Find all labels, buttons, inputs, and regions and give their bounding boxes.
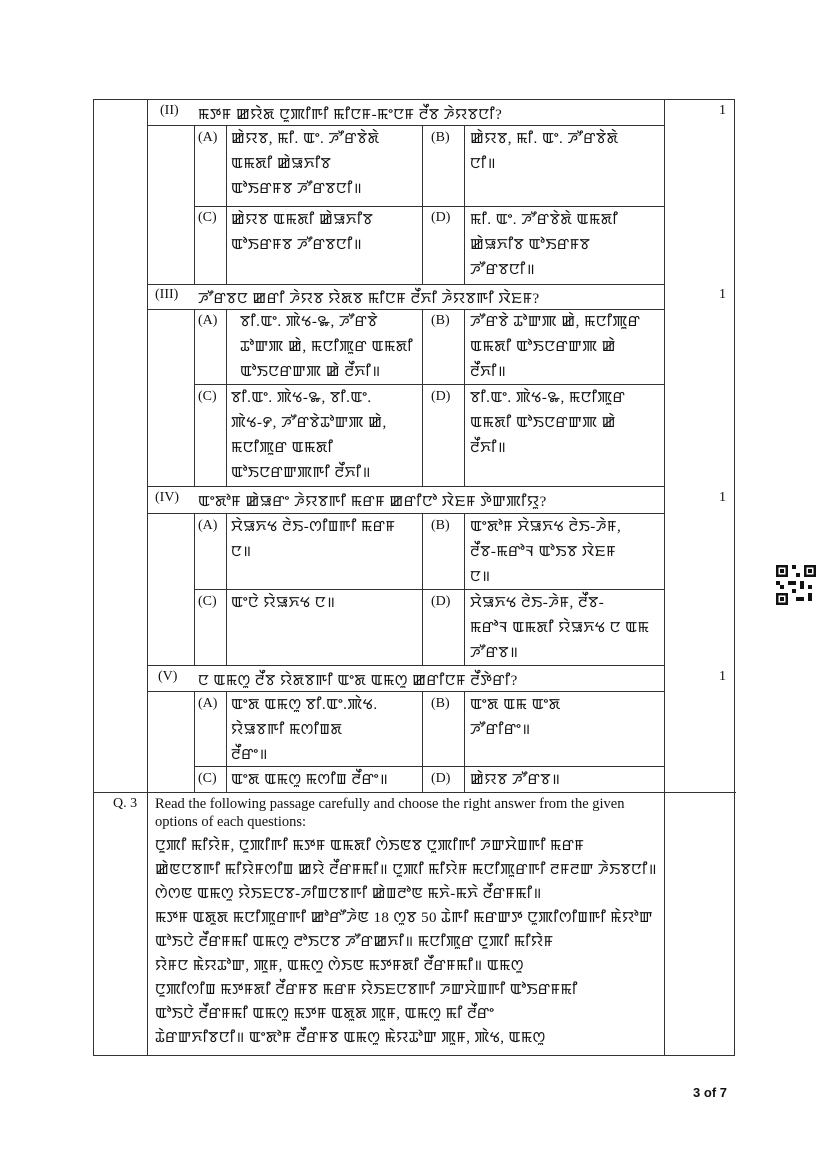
column-divider — [194, 691, 195, 792]
option-text: ꯀꯥꯌꯕ, ꯃꯤ. ꯑꯦ. ꯍꯧꯔꯕꯥꯗꯥ ꯑꯃꯗꯤ ꯀꯥꯎꯈꯤꯕ ꯑꯣꯏꯔꯝꯕ ꯍꯧꯔꯕꯅꯤ॥ — [231, 131, 380, 197]
column-divider — [194, 125, 195, 284]
column-divider — [194, 309, 195, 486]
question-stem: ꯅ ꯑꯃꯁꯨ ꯂꯩꯕ ꯌꯥꯗꯕꯒꯤ ꯑꯦꯗ ꯑꯃꯁꯨ ꯀꯔꯤꯅꯝ ꯂꯩꯇꯥꯔꯤ? — [198, 673, 518, 689]
column-divider — [664, 100, 665, 1055]
reading-passage: ꯅꯨꯄꯤ ꯃꯤꯌꯥꯝ, ꯅꯨꯄꯤꯒꯤ ꯃꯇꯝ ꯑꯃꯗꯤ ꯁꯥꯏꯟꯕ ꯅꯨꯄꯤꯒꯤ ꯍꯛꯆꯥꯡꯒꯤ ꯃꯔꯝ ꯀꯥꯟꯅꯕꯒꯤ ꯃꯤꯌꯥꯝꯁꯤꯡ ꯀꯌꯥ ꯂꯩꯔꯝꯃꯤ॥ ꯅꯨꯄꯤ ꯃꯤꯌꯥꯝ ꯃꯅꯤꯄꯨꯔꯒꯤ ꯂꯝꯂꯛ ꯍꯥꯏꯕꯅꯤ॥ ꯁꯥꯁꯟ ꯑꯃꯁꯨ ꯌꯥꯏꯐꯅꯕ-ꯍꯤꯡꯅꯕꯒꯤ ꯀꯥꯡꯂꯣꯟ ꯃꯈꯥ-ꯃꯈꯥ ꯂꯩꯔꯝꯃꯤ॥ ꯃꯇꯝ ꯑꯗꯨꯗ ꯃꯅꯤꯄꯨꯔꯒꯤ ꯀꯣꯔꯧꯍꯥꯟ 18 ꯁꯨꯕ 50 ꯊꯥꯒꯤ ꯃꯔꯛꯇ ꯅꯨꯄꯤꯁꯤꯡꯒꯤ ꯃꯥꯌꯣꯛ ꯑꯣꯏꯅꯥ ꯂꯩꯔꯝꯃꯤ ꯑꯃꯁꯨ ꯂꯣꯏꯅꯕ ꯍꯧꯔꯀꯈꯤ॥ ꯃꯅꯤꯄꯨꯔ ꯅꯨꯄꯤ ꯃꯤꯌꯥꯝ ꯌꯥꯝꯅ ꯃꯥꯌꯊꯣꯛ, ꯄꯨꯝ, ꯑꯃꯁꯨ ꯁꯥꯏꯟ ꯃꯇꯝꯗꯤ ꯂꯩꯔꯝꯃꯤ॥ ꯑꯃꯁꯨ ꯅꯨꯄꯤꯁꯤꯡ ꯃꯇꯝꯗꯤ ꯂꯩꯔꯝꯕ ꯃꯔꯝ ꯌꯥꯏꯐꯅꯕꯒꯤ ꯍꯛꯆꯥꯡꯒꯤ ꯑꯣꯏꯔꯝꯃꯤ ꯑꯣꯏꯅꯥ ꯂꯩꯔꯝꯃꯤ ꯑꯃꯁꯨ ꯃꯇꯝ ꯑꯗꯨꯗ ꯄꯨꯝ, ꯑꯃꯁꯨ ꯃꯤ ꯂꯩꯔꯦ ꯊꯥꯔꯛꯈꯤꯕꯅꯤ॥ ꯑꯦꯗꯣꯝ ꯂꯩꯔꯝꯕ ꯑꯃꯁꯨ ꯃꯥꯌꯊꯣꯛ ꯄꯨꯝ, ꯄꯥꯠ, ꯑꯃꯁꯨ — [155, 838, 658, 1046]
question-mark: 1 — [719, 103, 726, 118]
row-divider — [147, 486, 664, 487]
option-text: ꯀꯥꯌꯕ ꯍꯧꯔꯕ॥ — [470, 772, 561, 788]
option-text: ꯑꯦꯗꯣꯝ ꯆꯥꯎꯈꯠ ꯂꯥꯏ-ꯍꯥꯝ, ꯂꯩꯕ-ꯃꯔꯣꯜ ꯑꯣꯏꯕ ꯋꯥꯐꯝ ꯅ॥ — [470, 519, 622, 585]
option-label: (D) — [431, 594, 451, 609]
option-text: ꯑꯦꯗ ꯑꯃꯁꯨ ꯃꯁꯤꯡ ꯂꯩꯔꯦ॥ — [231, 772, 389, 788]
option-text: ꯀꯥꯌꯕ, ꯃꯤ. ꯑꯦ. ꯍꯧꯔꯕꯥꯗꯥ ꯅꯤ॥ — [470, 131, 619, 172]
option-label: (B) — [431, 130, 450, 145]
option-label: (C) — [198, 594, 217, 609]
option-label: (C) — [198, 210, 217, 225]
option-text: ꯑꯦꯗ ꯑꯃ ꯑꯦꯗ ꯍꯧꯔꯤꯔꯦ॥ — [470, 697, 561, 738]
question-table — [93, 99, 735, 1056]
row-divider — [147, 513, 664, 514]
column-divider — [464, 691, 465, 792]
column-divider — [226, 309, 227, 486]
option-text: ꯍꯧꯔꯕꯥ ꯊꯣꯛꯄ ꯀꯥ, ꯃꯅꯤꯄꯨꯔ ꯑꯃꯗꯤ ꯑꯣꯏꯅꯔꯛꯄ ꯀꯥ ꯂꯩꯈꯤ॥ — [470, 314, 641, 380]
question-number: (II) — [160, 103, 179, 118]
question-stem: ꯍꯧꯔꯕꯅ ꯀꯔꯤ ꯍꯥꯌꯕ ꯌꯥꯗꯕ ꯃꯤꯅꯝ ꯂꯩꯈꯤ ꯍꯥꯌꯕꯒꯤ ꯋꯥꯐꯝ? — [198, 291, 540, 307]
column-divider — [147, 100, 148, 1055]
option-text: ꯕꯤ.ꯑꯦ. ꯄꯥꯠ-꯳, ꯃꯅꯤꯄꯨꯔ ꯑꯃꯗꯤ ꯑꯣꯏꯅꯔꯛꯄ ꯀꯥ ꯂꯩꯈꯤ॥ — [470, 390, 626, 456]
question-stem: ꯃꯇꯝ ꯀꯌꯥꯗ ꯅꯨꯄꯤꯒꯤ ꯃꯤꯅꯝ-ꯃꯦꯅꯝ ꯂꯩꯕ ꯍꯥꯌꯕꯅꯤ? — [198, 107, 503, 123]
qr-code-icon — [776, 565, 816, 605]
option-text: ꯕꯤ.ꯑꯦ. ꯄꯥꯠ-꯳, ꯍꯧꯔꯕꯥ ꯊꯣꯛꯄ ꯀꯥ, ꯃꯅꯤꯄꯨꯔ ꯑꯃꯗꯤ ꯑꯣꯏꯅꯔꯛꯄ ꯀꯥ ꯂꯩꯈꯤ॥ — [240, 314, 414, 380]
option-text: ꯆꯥꯎꯈꯠ ꯂꯥꯏ-ꯁꯤꯡꯒꯤ ꯃꯔꯝ ꯅ॥ — [231, 519, 396, 560]
option-label: (A) — [198, 696, 218, 711]
column-divider — [422, 513, 423, 665]
column-divider — [422, 309, 423, 486]
option-text: ꯑꯦꯗ ꯑꯃꯁꯨ ꯕꯤ.ꯑꯦ.ꯄꯥꯠ. ꯌꯥꯎꯕꯒꯤ ꯃꯁꯤꯡꯗ ꯂꯩꯔꯦ॥ — [231, 697, 378, 763]
column-divider — [464, 125, 465, 284]
question-number: Q. 3 — [113, 796, 138, 811]
question-mark: 1 — [719, 490, 726, 505]
column-divider — [226, 513, 227, 665]
column-divider — [464, 309, 465, 486]
option-text: ꯕꯤ.ꯑꯦ. ꯄꯥꯠ-꯳, ꯕꯤ.ꯑꯦ. ꯄꯥꯠ-꯸, ꯍꯧꯔꯕꯥꯊꯣꯛꯄ ꯀꯥ, ꯃꯅꯤꯄꯨꯔ ꯑꯃꯗꯤ ꯑꯣꯏꯅꯔꯛꯄꯒꯤ ꯂꯩꯈꯤ॥ — [231, 390, 387, 481]
option-label: (C) — [198, 389, 217, 404]
option-label: (D) — [431, 389, 451, 404]
page-number: 3 of 7 — [693, 1085, 727, 1100]
question-stem: ꯑꯦꯗꯣꯝ ꯀꯥꯎꯔꯦ ꯍꯥꯌꯕꯒꯤ ꯃꯔꯝ ꯀꯔꯤꯅꯣ ꯋꯥꯐꯝ ꯇꯥꯛꯄꯤꯌꯨ? — [198, 494, 547, 510]
row-divider — [147, 691, 664, 692]
column-divider — [422, 125, 423, 284]
question-mark: 1 — [719, 669, 726, 684]
option-label: (B) — [431, 696, 450, 711]
row-divider — [147, 284, 664, 285]
option-text: ꯆꯥꯎꯈꯠ ꯂꯥꯏ-ꯍꯥꯝ, ꯂꯩꯕ- ꯃꯔꯣꯜ ꯑꯃꯗꯤ ꯌꯥꯎꯈꯠ ꯅ ꯑꯃ ꯍꯧꯔꯕ॥ — [470, 595, 650, 661]
option-label: (B) — [431, 518, 450, 533]
column-divider — [194, 513, 195, 665]
column-divider — [422, 691, 423, 792]
column-divider — [226, 125, 227, 284]
option-text: ꯀꯥꯌꯕ ꯑꯃꯗꯤ ꯀꯥꯎꯈꯤꯕ ꯑꯣꯏꯔꯝꯕ ꯍꯧꯔꯕꯅꯤ॥ — [231, 212, 374, 253]
option-label: (C) — [198, 771, 217, 786]
row-divider — [194, 206, 664, 207]
option-label: (A) — [198, 313, 218, 328]
question-mark: 1 — [719, 287, 726, 302]
column-divider — [464, 513, 465, 665]
option-label: (B) — [431, 313, 450, 328]
question-instruction: Read the following passage carefully and choose the right answer from the given options of each questions: — [155, 796, 625, 830]
option-label: (A) — [198, 130, 218, 145]
option-text: ꯃꯤ. ꯑꯦ. ꯍꯧꯔꯕꯥꯗꯥ ꯑꯃꯗꯤ ꯀꯥꯎꯈꯤꯕ ꯑꯣꯏꯔꯝꯕ ꯍꯧꯔꯕꯅꯤ॥ — [470, 212, 619, 278]
option-label: (D) — [431, 210, 451, 225]
column-divider — [226, 691, 227, 792]
question-number: (IV) — [155, 490, 180, 505]
row-divider — [147, 125, 664, 126]
question-number: (V) — [158, 669, 178, 684]
option-text: ꯑꯦꯅꯥ ꯌꯥꯎꯈꯠ ꯅ॥ — [231, 595, 336, 611]
option-label: (D) — [431, 771, 451, 786]
question-number: (III) — [155, 287, 179, 302]
option-label: (A) — [198, 518, 218, 533]
